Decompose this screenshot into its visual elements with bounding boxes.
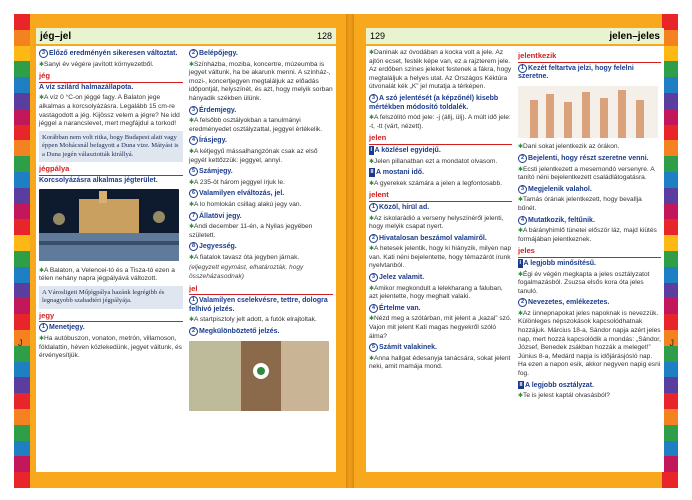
- sense-definition: [518, 154, 661, 164]
- left-color-tabs: [14, 14, 30, 488]
- sense-definition: [369, 94, 512, 112]
- example-sentence: ✱ Andi december 11-én, a Nyilas jegyében született.: [189, 223, 333, 240]
- example-sentence: ✱ A fiatalok tavasz óta jegyben járnak.: [189, 254, 333, 263]
- sense-definition: [189, 106, 333, 116]
- color-tab: [14, 30, 30, 46]
- example-sentence: ✱ A 235-öt három jeggyel írjuk le.: [189, 179, 333, 188]
- sense-text: Közöl, hírül ad.: [379, 203, 430, 211]
- example-sentence: ✱ Dani sokat jelentkezik az órákon.: [518, 143, 661, 152]
- sense-text: Mutatkozik, feltűnik.: [528, 216, 595, 224]
- color-tab: [662, 362, 678, 378]
- sense-number: 6: [189, 189, 198, 198]
- book-gutter: [346, 14, 354, 488]
- sense-text: Írásjegy.: [199, 137, 227, 145]
- color-tab: [14, 61, 30, 77]
- color-tab: [14, 109, 30, 125]
- color-tab: [662, 204, 678, 220]
- right-column-2: [518, 49, 661, 403]
- left-running-head: jég–jel: [40, 30, 72, 42]
- color-tab: [662, 30, 678, 46]
- sense-text: Hivatalosan beszámol valamiről.: [379, 234, 487, 242]
- sense-text: Megkülönböztető jelzés.: [199, 328, 280, 336]
- sense-definition: [369, 273, 512, 283]
- example-sentence: ✱ Sanyi év végére javított környezetből.: [39, 61, 183, 70]
- sense-number: 4: [189, 136, 198, 145]
- sense-definition: [369, 304, 512, 314]
- sense-number: 4: [369, 304, 378, 313]
- headword: jegy: [39, 312, 183, 323]
- ice-rink-photo: [39, 189, 179, 261]
- color-tab: [14, 425, 30, 441]
- sense-text: Menetjegy.: [49, 324, 85, 332]
- example-sentence: ✱ Az ünnepnapokat jeles napoknak is nevezzük. Különleges népszokások kapcsolódhatnak hozzájuk. Március 18-a, Sándor napja azért jeles nap, mert hozzá kapcsolódik a mondás: „Sándor, József, Benedek zsákban hozzák a meleget!” Június 8-a, Medárd napja is időjárásjósló nap. Ha ezen a napon esik, akkor negyven napig esni fog.: [518, 310, 661, 379]
- example-sentence: ✱ A felsőbb osztályokban a tanulmányi eredményedet osztályzattal, jeggyel értékelik.: [189, 117, 333, 134]
- sense-text: Jegyesség.: [199, 243, 237, 251]
- info-box: Korábban nem volt ritka, hogy Budapest alatt vagy éppen Mohácsnál befagyott a Duna vize. Mátyást is a Duna jegén választották királlyá.: [39, 131, 183, 162]
- right-color-tabs: [662, 14, 678, 488]
- sense-number: 1: [518, 64, 527, 73]
- sense-number: 2: [518, 154, 527, 163]
- sense-definition: [189, 136, 333, 146]
- color-tab: [662, 472, 678, 488]
- sense-text: Kezét feltartva jelzi, hogy felelni szeretne.: [518, 64, 634, 81]
- sense-definition: [518, 216, 661, 226]
- sense-number: 5: [189, 167, 198, 176]
- left-page-header: [36, 28, 336, 46]
- example-sentence: ✱ Nézd meg a szótárban, mit jelent a „kazal” szó. Vajon mit jelent Kati magas hegyekről szóló álma?: [369, 315, 512, 341]
- example-sentence: ✱ A gyerekek számára a jelen a legfontosabb.: [369, 180, 512, 189]
- sense-number: 1: [189, 296, 198, 305]
- sense-definition: [369, 168, 512, 178]
- color-tab: [662, 346, 678, 362]
- sense-number: I: [370, 146, 372, 153]
- color-tab: [14, 298, 30, 314]
- color-tab: [662, 393, 678, 409]
- example-sentence: ✱ Ecsti jelentkezett a mesemondó versenyre. A tanító néni bejelentkezett családlátogatásra.: [518, 166, 661, 183]
- sense-text: Számít valakinek.: [379, 344, 437, 352]
- sense-definition: [369, 234, 512, 244]
- color-tab: [14, 267, 30, 283]
- color-tab: [14, 346, 30, 362]
- sense-definition: [518, 64, 661, 82]
- color-tab: [662, 77, 678, 93]
- color-tab: [662, 251, 678, 267]
- color-tab: [14, 125, 30, 141]
- thumb-index-letter: J: [18, 338, 23, 348]
- example-sentence: ✱ Színházba, moziba, koncertre, múzeumba is jegyet váltunk, ha be akarunk menni. A színház-, mozi-, koncertjegyen megtaláljuk az előadás időpontját, helyszínét, és azt, hogy melyik sorban hányadik székben ülünk.: [189, 61, 333, 104]
- color-tab: [662, 109, 678, 125]
- color-tab: [14, 77, 30, 93]
- left-column-1: [39, 49, 183, 416]
- color-tab: [662, 219, 678, 235]
- example-sentence: ✱ A hetesek jelentik, hogy ki hiányzik, milyen nap van. Kati néni bejelentette, hogy témazárót írunk nyelvtanból.: [369, 245, 512, 271]
- sense-number: 8: [189, 242, 198, 251]
- color-tab: [662, 298, 678, 314]
- sense-definition: [189, 242, 333, 252]
- sense-text: Belépőjegy.: [199, 50, 238, 57]
- color-tab: [14, 456, 30, 472]
- right-page: [354, 14, 678, 488]
- color-tab: [14, 235, 30, 251]
- sense-number: 3: [518, 185, 527, 194]
- raised-hands-photo: [518, 86, 658, 138]
- info-box: A Városligeti Műjégpálya hazánk legrégibb és legnagyobb szabadtéri jégpályája.: [39, 286, 183, 309]
- color-tab: [14, 46, 30, 62]
- example-sentence: ✱ Te is jelest kaptál olvasásból?: [518, 392, 661, 401]
- right-page-header: [366, 28, 664, 46]
- sense-definition: [39, 323, 183, 333]
- headword: jeles: [518, 247, 661, 258]
- color-tab: [14, 14, 30, 30]
- sense-number: II: [519, 381, 523, 388]
- sense-text: Valamilyen elváltozás, jel.: [199, 190, 285, 198]
- book-spread: [14, 14, 678, 488]
- color-tab: [14, 377, 30, 393]
- color-tab: [14, 172, 30, 188]
- example-sentence: ✱ A lo homlokán csillag alakú jegy van.: [189, 201, 333, 210]
- sense-text: Nevezetes, emlékezetes.: [528, 299, 610, 307]
- sense-text: A közlésel egyidejű.: [374, 146, 441, 154]
- sense-definition: [518, 298, 661, 308]
- right-column-1: [369, 49, 512, 403]
- color-tab: [662, 377, 678, 393]
- color-tab: [662, 156, 678, 172]
- sense-number: 1: [369, 203, 378, 212]
- usage-note: (eljegyzett egymást, elhatározták, hogy összeházasodnak): [189, 264, 304, 281]
- color-tab: [14, 93, 30, 109]
- sense-number: 2: [189, 49, 198, 58]
- left-page: [14, 14, 346, 488]
- color-tab: [662, 425, 678, 441]
- sense-number: 3: [189, 106, 198, 115]
- color-tab: [14, 283, 30, 299]
- sense-text: Korcsolyázásra alkalmas jégterület.: [39, 176, 158, 184]
- sense-definition: [369, 146, 512, 156]
- color-tab: [14, 204, 30, 220]
- color-tab: [662, 61, 678, 77]
- color-tab: [662, 235, 678, 251]
- color-tab: [14, 140, 30, 156]
- example-sentence: ✱ Anna hallgat édesanyja tanácsára, sokat jelent neki, amit mamája mond.: [369, 355, 512, 372]
- sense-text: Állatövi jegy.: [199, 212, 242, 220]
- sense-number: 1: [39, 323, 48, 332]
- sense-definition: [189, 189, 333, 199]
- color-tab: [662, 14, 678, 30]
- sense-number: 3: [39, 49, 48, 58]
- sense-definition: [39, 84, 183, 93]
- color-tab: [662, 93, 678, 109]
- sense-definition: [189, 49, 333, 59]
- sense-text: A mostani idő.: [376, 169, 424, 177]
- example-sentence: ✱ Égi év végén megkapta a jeles osztályzatot fogalmazásból. Zsuzsa elsős kora óta jeles tanuló.: [518, 271, 661, 297]
- headword: jégpálya: [39, 165, 183, 176]
- example-sentence: ✱ A startpisztoly jelt adott, a futók elrajtoltak.: [189, 316, 333, 325]
- color-tab: [14, 188, 30, 204]
- sense-number: 4: [518, 216, 527, 225]
- sense-text: Valamilyen cselekvésre, tettre, dologra felhívó jelzés.: [189, 297, 328, 313]
- sense-definition: [189, 167, 333, 177]
- color-tab: [662, 456, 678, 472]
- right-page-content: [366, 28, 664, 472]
- sense-number: 3: [369, 94, 378, 103]
- sense-text: Érdemjegy.: [199, 106, 237, 114]
- example-sentence: ✱ A Balaton, a Velencei-tó és a Tisza-tó ezen a télen nehány napra jégpályává változott.: [39, 267, 183, 284]
- example-sentence: ✱ Amikor megkondult a lelekharang a faluban, azt jelentette, hogy meghalt valaki.: [369, 285, 512, 302]
- color-tab: [662, 188, 678, 204]
- color-tab: [14, 156, 30, 172]
- sense-text: A legjobb osztályzat.: [525, 381, 594, 389]
- right-running-head: jelen–jeles: [609, 30, 660, 42]
- color-tab: [662, 441, 678, 457]
- sense-number: 7: [189, 212, 198, 221]
- sense-text: Jelez valamit.: [379, 274, 425, 282]
- sense-definition: [189, 212, 333, 222]
- color-tab: [662, 409, 678, 425]
- color-tab: [14, 251, 30, 267]
- sense-definition: [39, 177, 183, 186]
- color-tab: [14, 219, 30, 235]
- left-page-number: 128: [316, 31, 332, 41]
- sense-number: 5: [369, 343, 378, 352]
- color-tab: [14, 441, 30, 457]
- headword: jelen: [369, 134, 512, 145]
- color-tab: [14, 362, 30, 378]
- headword: jel: [189, 285, 333, 296]
- sense-text: A szó jelentését (a képzőnél) kisebb mértékben módosító toldalék.: [369, 94, 499, 111]
- example-sentence: ✱ A víz 0 °C-on jéggé fagy. A Balaton jege alkalmas a korcsolyázásra. Legalább 15 cm-re vastagodott a jég. Kijössz velem a jégre? Ne idd jéggel a narancslevet, mert megfájdul a torkod!: [39, 94, 183, 128]
- sense-definition: [39, 49, 183, 59]
- example-sentence: ✱ A kétjegyű mássalhangzónak csak az első jegyét kettőzzük: jeggyel, annyi.: [189, 148, 333, 165]
- color-tab: [662, 125, 678, 141]
- sense-number: 2: [369, 234, 378, 243]
- sense-definition: [369, 343, 512, 353]
- color-tab: [662, 172, 678, 188]
- color-tab: [14, 472, 30, 488]
- sense-definition: [518, 185, 661, 195]
- example-sentence: ✱ A bárányhimlő tünetei először láz, majd kiütés formájában jelentkeznek.: [518, 227, 661, 244]
- color-tab: [662, 314, 678, 330]
- example-sentence: ✱ Jelen pillanatban ezt a mondatot olvasom.: [369, 158, 512, 167]
- color-tab: [662, 283, 678, 299]
- sense-text: Megjelenik valahol.: [528, 185, 592, 193]
- sense-number: 3: [369, 273, 378, 282]
- sense-number: I: [519, 259, 521, 266]
- color-tab: [14, 314, 30, 330]
- color-tab: [14, 393, 30, 409]
- sense-number: II: [370, 169, 374, 176]
- sense-text: A legjobb minősítésű.: [523, 259, 596, 267]
- color-tab: [662, 267, 678, 283]
- example-sentence: ✱ Ha autóbuszon, vonaton, metrón, villamoson, földalattin, héven közlekedünk, jegyet váltunk, és érvényesítjük.: [39, 335, 183, 361]
- sense-number: 2: [518, 298, 527, 307]
- left-column-2: [189, 49, 333, 416]
- sense-text: Előző eredményén sikeresen változtat.: [49, 50, 178, 57]
- headword: jelentkezik: [518, 52, 661, 63]
- thumb-index-letter-right: J: [669, 338, 674, 348]
- sense-text: Bejelenti, hogy részt szeretne venni.: [528, 154, 649, 162]
- sense-definition: [518, 259, 661, 269]
- headword: jelent: [369, 191, 512, 202]
- sense-text: Számjegy.: [199, 168, 233, 176]
- sense-definition: [518, 381, 661, 391]
- sense-definition: [189, 296, 333, 314]
- left-page-content: [36, 28, 336, 472]
- sense-definition: [369, 203, 512, 213]
- sense-number: 2: [189, 327, 198, 336]
- color-tab: [662, 46, 678, 62]
- example-sentence: ✱ A felszólító mód jele: -j (állj, ülj). A múlt idő jele: -t, -tt (várt, nézett).: [369, 114, 512, 131]
- example-sentence: ✱ Tamás órának jelentkezett, hogy bevallja bűnét.: [518, 196, 661, 213]
- sense-text: A víz szilárd halmazállapota.: [39, 83, 134, 91]
- color-tab: [14, 409, 30, 425]
- example-sentence: ✱ Az iskolarádió a verseny helyszínéről jelenti, hogy melyik csapat nyert.: [369, 215, 512, 232]
- right-page-number: 129: [370, 31, 386, 41]
- sense-definition: [189, 327, 333, 337]
- tree-mark-photo: [189, 341, 329, 411]
- sense-text: Értelme van.: [379, 304, 421, 312]
- example-sentence: ✱ Daninak az óvodában a kocka volt a jele. Az ajtón ecset, festék képe van, ez a rajzterem jele. Az erdőben színes jeleket festenek a fákra, hogy megtaláljuk a helyes utat. Az Országos Kéktúra útvonalát kék „K” jel mutatja a térképen.: [369, 49, 512, 92]
- headword: jég: [39, 72, 183, 83]
- color-tab: [662, 140, 678, 156]
